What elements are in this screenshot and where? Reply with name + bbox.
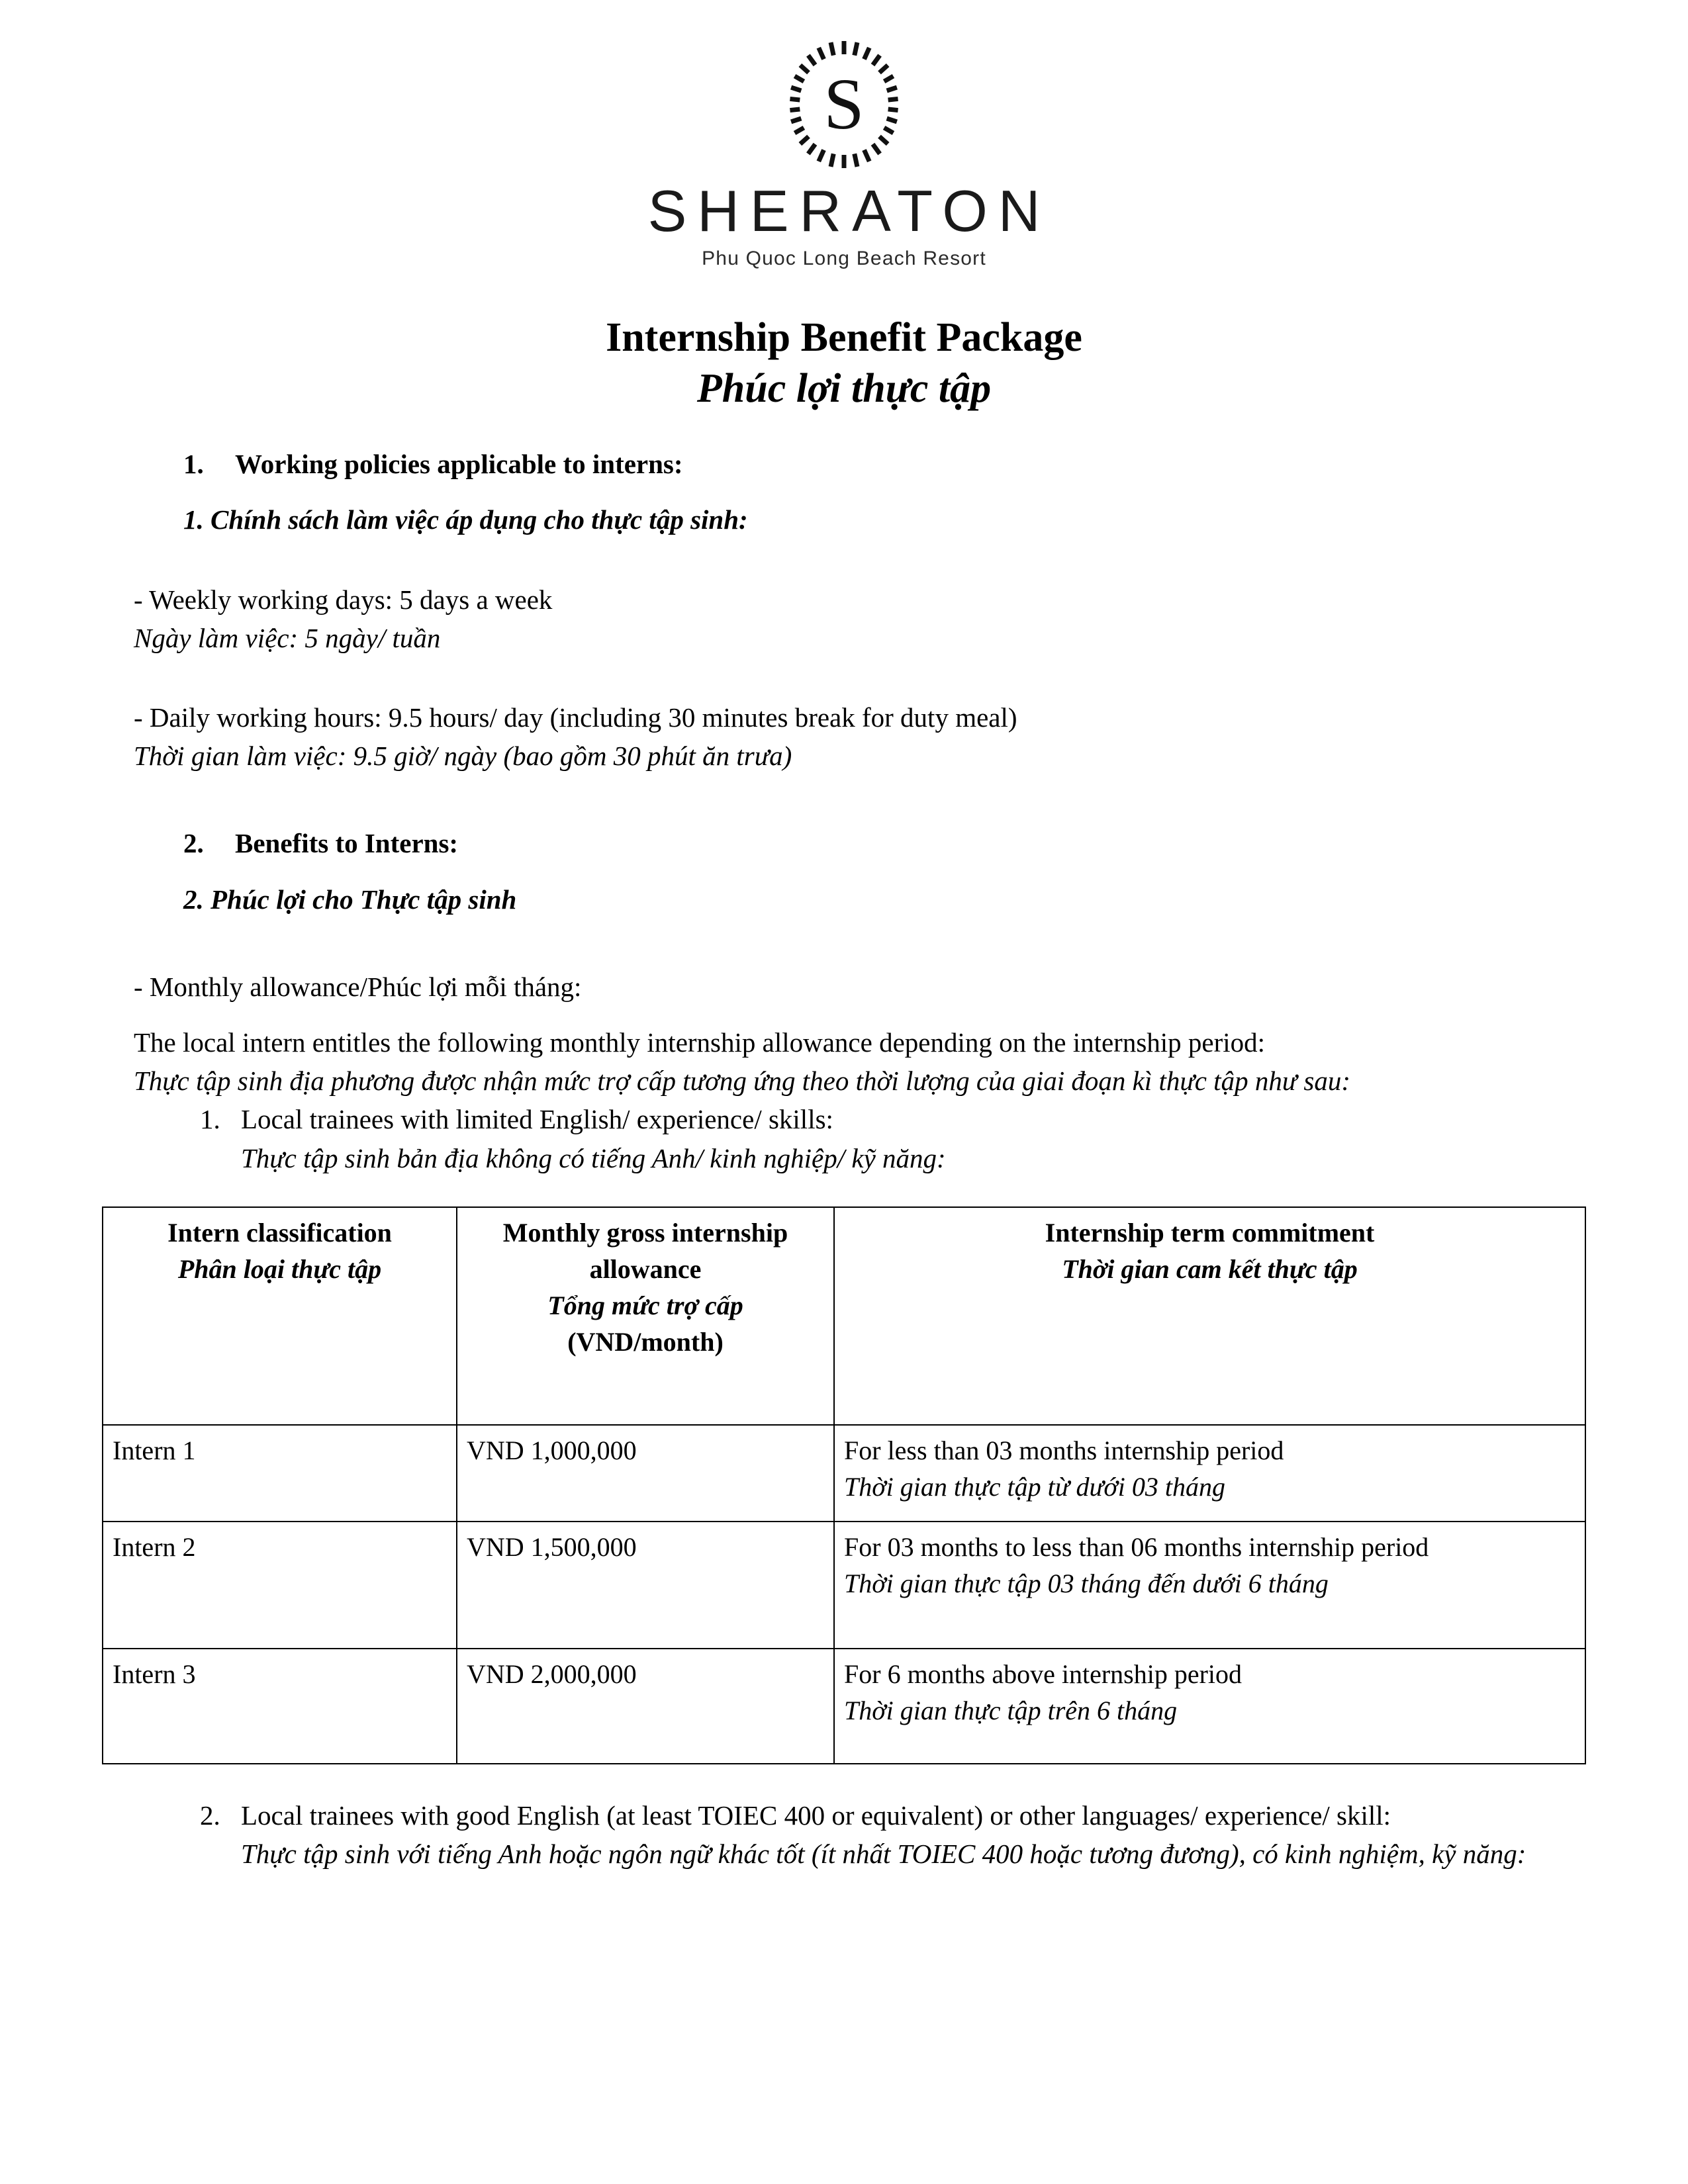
table-body <box>103 1425 1585 1764</box>
cell-term-en: For 6 months above internship period <box>844 1659 1243 1689</box>
cell-term-vi: Thời gian thực tập từ dưới 03 tháng <box>844 1471 1225 1502</box>
cell-term-vi: Thời gian thực tập trên 6 tháng <box>844 1695 1178 1725</box>
sheraton-sunburst-s-emblem-icon <box>781 32 907 177</box>
list-item-1-text-en: Local trainees with limited English/ experience/ skills: <box>241 1104 833 1135</box>
brand-header <box>0 0 1688 270</box>
section-2-heading <box>183 824 1557 862</box>
allowance-table <box>102 1206 1586 1764</box>
section-2-number: 2. <box>183 828 204 859</box>
column-header-classification <box>103 1207 457 1425</box>
table-header <box>103 1207 1585 1425</box>
svg-text:S: S <box>823 64 865 144</box>
daily-working-hours-vi: Thời gian làm việc: 9.5 giờ/ ngày (bao gồm 30 phút ăn trưa) <box>134 741 792 772</box>
weekly-working-days-vi: Ngày làm việc: 5 ngày/ tuần <box>134 622 441 653</box>
column-header-classification-vi: Phân loại thực tập <box>177 1254 382 1285</box>
column-header-allowance-en-line2: allowance <box>589 1254 702 1285</box>
allowance-intro-en: The local intern entitles the following monthly internship allowance depending on the internship period: <box>134 1027 1266 1058</box>
section-1-number: 1. <box>183 449 204 480</box>
cell-classification: Intern 3 <box>103 1649 457 1764</box>
column-header-allowance <box>457 1207 834 1425</box>
table-row <box>103 1649 1585 1764</box>
list-item-2-text-vi: Thực tập sinh với tiếng Anh hoặc ngôn ngữ khác tốt (ít nhất TOIEC 400 hoặc tương đương), có kinh nghiệm, kỹ năng: <box>241 1838 1526 1869</box>
page-title: Internship Benefit Package <box>606 314 1082 360</box>
column-header-allowance-vi: Tổng mức trợ cấp <box>547 1291 743 1321</box>
cell-term <box>834 1649 1585 1764</box>
column-header-term-en: Internship term commitment <box>1045 1217 1375 1248</box>
column-header-term-vi: Thời gian cam kết thực tập <box>1062 1254 1358 1285</box>
column-header-allowance-unit: (VND/month) <box>567 1327 724 1357</box>
monthly-allowance-line: - Monthly allowance/Phúc lợi mỗi tháng: <box>134 971 582 1002</box>
document-body-footer <box>131 1764 1557 1873</box>
allowance-intro-vi: Thực tập sinh địa phương được nhận mức trợ cấp tương ứng theo thời lượng của giai đoạn kì thực tập như sau: <box>134 1066 1351 1097</box>
page-subtitle: Phúc lợi thực tập <box>696 365 992 411</box>
cell-term-en: For 03 months to less than 06 months internship period <box>844 1531 1429 1562</box>
list-item-2 <box>200 1796 1557 1835</box>
brand-tagline: Phu Quoc Long Beach Resort <box>702 247 986 269</box>
cell-classification: Intern 2 <box>103 1522 457 1649</box>
column-header-term <box>834 1207 1585 1425</box>
section-1-heading-text: Working policies applicable to interns: <box>235 449 683 480</box>
section-2-heading-vi: 2. Phúc lợi cho Thực tập sinh <box>183 884 517 915</box>
daily-working-hours-en: - Daily working hours: 9.5 hours/ day (including 30 minutes break for duty meal) <box>134 702 1017 733</box>
document-body <box>131 413 1557 1177</box>
table-header-row <box>103 1207 1585 1425</box>
brand-wordmark: SHERATON <box>647 178 1051 244</box>
list-item-2-text-en: Local trainees with good English (at least TOIEC 400 or equivalent) or other languages/ experience/ skill: <box>241 1799 1391 1831</box>
weekly-working-days-en: - Weekly working days: 5 days a week <box>134 584 553 615</box>
list-item-1 <box>200 1100 1557 1138</box>
cell-term-vi: Thời gian thực tập 03 tháng đến dưới 6 tháng <box>844 1568 1329 1598</box>
table-row <box>103 1522 1585 1649</box>
cell-classification: Intern 1 <box>103 1425 457 1522</box>
cell-allowance: VND 1,500,000 <box>457 1522 834 1649</box>
column-header-classification-en: Intern classification <box>167 1217 392 1248</box>
cell-allowance: VND 2,000,000 <box>457 1649 834 1764</box>
section-1-heading <box>183 445 1557 483</box>
cell-term <box>834 1425 1585 1522</box>
list-item-2-number: 2. <box>200 1799 220 1831</box>
table-row <box>103 1425 1585 1522</box>
cell-term-en: For less than 03 months internship period <box>844 1435 1284 1465</box>
list-item-1-text-vi: Thực tập sinh bản địa không có tiếng Anh/ kinh nghiệp/ kỹ năng: <box>241 1142 946 1173</box>
cell-term <box>834 1522 1585 1649</box>
column-header-allowance-en-line1: Monthly gross internship <box>502 1217 788 1248</box>
section-2-heading-text: Benefits to Interns: <box>235 828 459 859</box>
section-1-heading-vi: 1. Chính sách làm việc áp dụng cho thực tập sinh: <box>183 504 748 535</box>
cell-allowance: VND 1,000,000 <box>457 1425 834 1522</box>
list-item-1-number: 1. <box>200 1104 220 1135</box>
